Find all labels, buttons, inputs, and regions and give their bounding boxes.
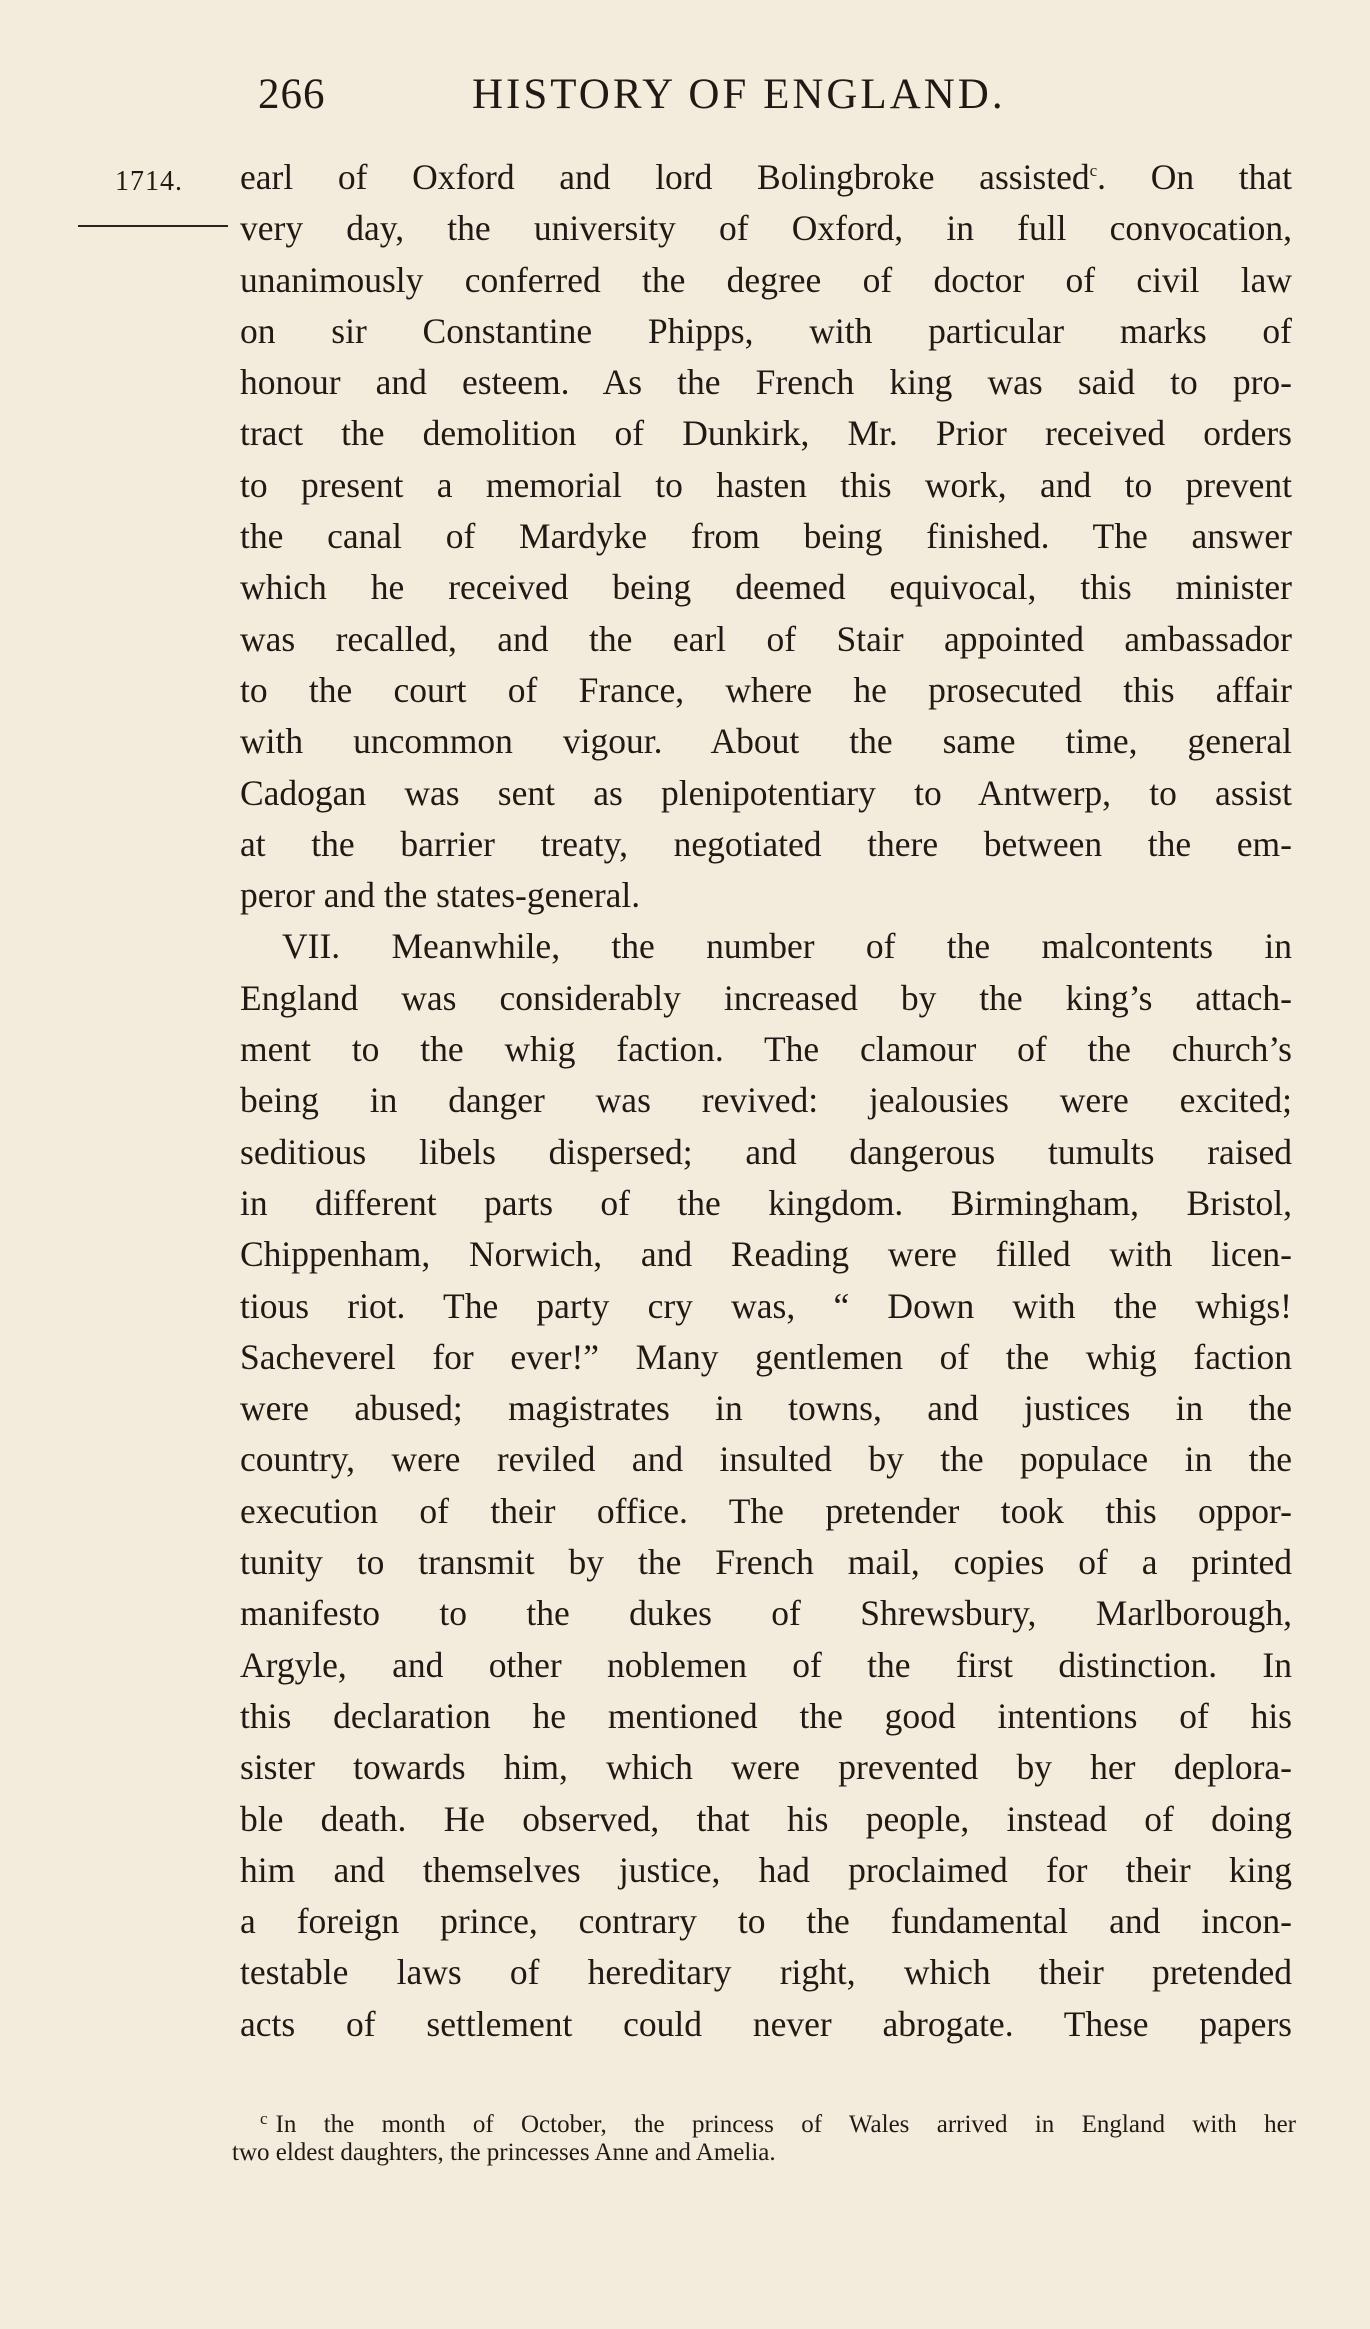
text-line: which he received being deemed equivocal, this minister xyxy=(240,567,1292,608)
text-line: at the barrier treaty, negotiated there between the em- xyxy=(240,823,1292,864)
text-line: earl of Oxford and lord Bolingbroke assisted$^c$. On that xyxy=(240,157,1292,197)
text-line: England was considerably increased by the king’s attach- xyxy=(240,977,1292,1018)
text-line: Sacheverel for ever!” Many gentlemen of the whig faction xyxy=(240,1336,1292,1377)
body-text xyxy=(240,152,1292,2050)
text-line: peror and the states-general. xyxy=(240,875,641,916)
page-number: 266 xyxy=(258,71,326,118)
text-line: Chippenham, Norwich, and Reading were filled with licen- xyxy=(240,1234,1292,1275)
text-line: Argyle, and other noblemen of the first distinction. In xyxy=(240,1644,1292,1685)
text-line: manifesto to the dukes of Shrewsbury, Marlborough, xyxy=(240,1593,1292,1634)
footnote-marker: c xyxy=(260,2109,268,2128)
text-line: Cadogan was sent as plenipotentiary to Antwerp, to assist xyxy=(240,772,1292,813)
text-line: honour and esteem. As the French king was said to pro- xyxy=(240,362,1292,403)
text-line: execution of their office. The pretender took this oppor- xyxy=(240,1490,1292,1531)
text-line: testable laws of hereditary right, which their pretended xyxy=(240,1952,1292,1993)
page-header xyxy=(240,70,1300,130)
text-line: a foreign prince, contrary to the fundamental and incon- xyxy=(240,1901,1292,1942)
text-line: to the court of France, where he prosecuted this affair xyxy=(240,669,1292,710)
footnote-line: two eldest daughters, the princesses Anne and Amelia. xyxy=(232,2139,776,2166)
text-line: tious riot. The party cry was, “ Down with the whigs! xyxy=(240,1285,1292,1326)
text-line: ment to the whig faction. The clamour of the church’s xyxy=(240,1029,1292,1070)
text-line: sister towards him, which were prevented by her deplora- xyxy=(240,1747,1292,1788)
running-head: HISTORY OF ENGLAND. xyxy=(472,71,1006,118)
text-line: unanimously conferred the degree of doctor of civil law xyxy=(240,259,1292,300)
footnote-reference: c xyxy=(1089,161,1098,181)
text-line: was recalled, and the earl of Stair appointed ambassador xyxy=(240,618,1292,659)
text-line: being in danger was revived: jealousies were excited; xyxy=(240,1080,1292,1121)
footnote xyxy=(232,2102,1296,2170)
text-line: on sir Constantine Phipps, with particular marks of xyxy=(240,310,1292,351)
margin-year: 1714. xyxy=(115,166,183,197)
text-line: in different parts of the kingdom. Birmingham, Bristol, xyxy=(240,1182,1292,1223)
margin-rule xyxy=(78,225,228,227)
text-line: country, were reviled and insulted by the populace in the xyxy=(240,1439,1292,1480)
text-line: very day, the university of Oxford, in full convocation, xyxy=(240,208,1292,249)
text-line: tunity to transmit by the French mail, copies of a printed xyxy=(240,1542,1292,1583)
section-heading-line: VII. Meanwhile, the number of the malcontents in xyxy=(282,926,1292,967)
text-line: this declaration he mentioned the good intentions of his xyxy=(240,1695,1292,1736)
text-line: with uncommon vigour. About the same time, general xyxy=(240,721,1292,762)
text-line: to present a memorial to hasten this work, and to prevent xyxy=(240,464,1292,505)
text-line: the canal of Mardyke from being finished. The answer xyxy=(240,516,1292,557)
text-line: acts of settlement could never abrogate. These papers xyxy=(240,2003,1292,2044)
text-line: seditious libels dispersed; and dangerous tumults raised xyxy=(240,1131,1292,1172)
footnote-line: $^c$ In the month of October, the princess of Wales arrived in England with her xyxy=(260,2109,1296,2138)
text-line: were abused; magistrates in towns, and justices in the xyxy=(240,1388,1292,1429)
text-line: ble death. He observed, that his people, instead of doing xyxy=(240,1798,1292,1839)
text-line: tract the demolition of Dunkirk, Mr. Prior received orders xyxy=(240,413,1292,454)
text-line: him and themselves justice, had proclaimed for their king xyxy=(240,1849,1292,1890)
